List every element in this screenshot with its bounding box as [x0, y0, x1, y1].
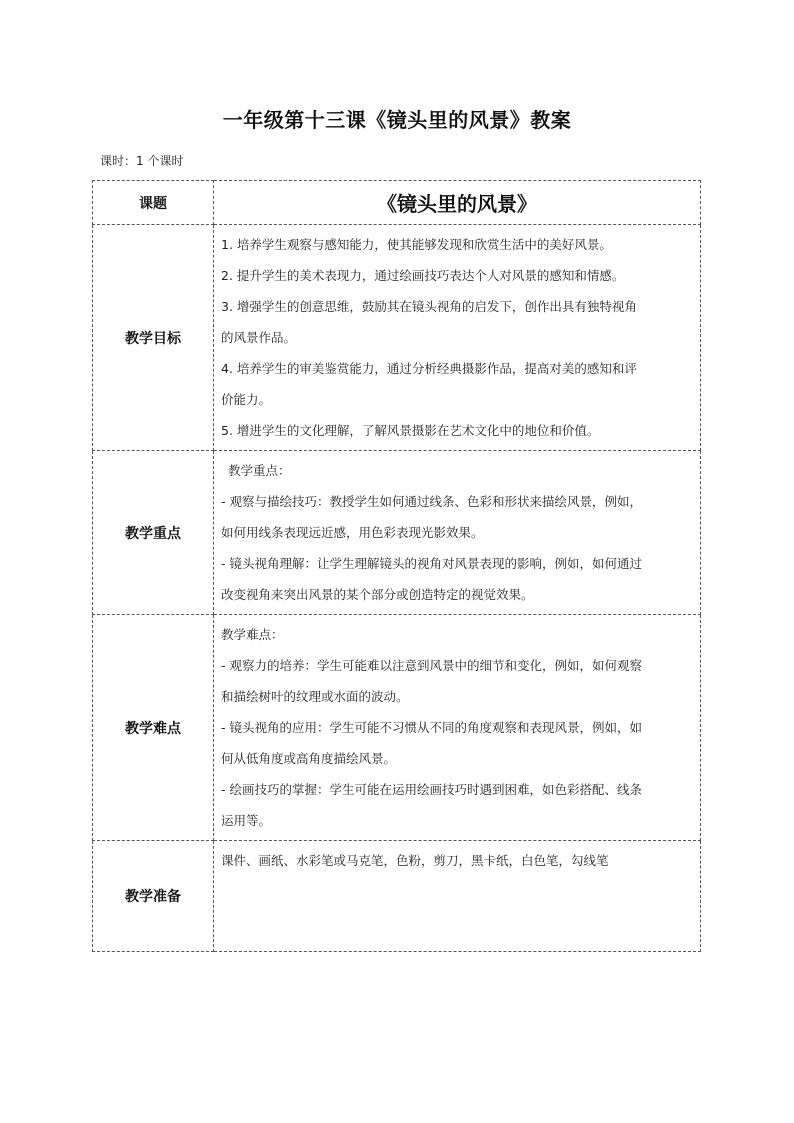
table-row-preparation [93, 841, 701, 952]
difficulty-line: - 镜头视角的应用：学生可能不习惯从不同的角度观察和表现风景，例如，如 [221, 720, 642, 735]
difficulty-line: 和描绘树叶的纹理或水面的波动。 [221, 689, 409, 704]
difficulty-line: - 观察力的培养：学生可能难以注意到风景中的细节和变化，例如，如何观察 [221, 658, 642, 673]
goal-line: 5. 增进学生的文化理解，了解风景摄影在艺术文化中的地位和价值。 [221, 423, 600, 438]
document-title: 一年级第十三课《镜头里的风景》教案 [222, 108, 572, 132]
lesson-plan-table [92, 180, 701, 952]
difficulty-line: 运用等。 [221, 813, 272, 828]
difficulty-line: - 绘画技巧的掌握：学生可能在运用绘画技巧时遇到困难，如色彩搭配、线条 [221, 782, 642, 797]
topic-value: 《镜头里的风景》 [214, 181, 701, 225]
goal-line: 1. 培养学生观察与感知能力，使其能够发现和欣赏生活中的美好风景。 [221, 237, 612, 252]
preparation-line: 课件、画纸、水彩笔或马克笔，色粉，剪刀，黑卡纸，白色笔，勾线笔 [221, 853, 609, 868]
goal-line: 2. 提升学生的美术表现力，通过绘画技巧表达个人对风景的感知和情感。 [221, 268, 625, 283]
topic-label: 课题 [93, 181, 214, 225]
preparation-content [214, 841, 701, 952]
key-points-content [214, 451, 701, 615]
key-point-line: - 观察与描绘技巧：教授学生如何通过线条、色彩和形状来描绘风景，例如， [221, 494, 642, 509]
difficulty-line: 何从低角度或高角度描绘风景。 [221, 751, 397, 766]
key-points-label: 教学重点 [93, 451, 214, 615]
difficulties-content [214, 615, 701, 841]
goal-line: 3. 增强学生的创意思维，鼓励其在镜头视角的启发下，创作出具有独特视角 [221, 299, 637, 314]
table-row-topic [93, 181, 701, 225]
preparation-label: 教学准备 [93, 841, 214, 952]
difficulties-heading: 教学难点： [221, 627, 284, 642]
goals-content [214, 225, 701, 451]
goal-line: 的风景作品。 [221, 330, 297, 345]
key-points-heading: 教学重点： [228, 463, 291, 478]
goal-line: 4. 培养学生的审美鉴赏能力，通过分析经典摄影作品，提高对美的感知和评 [221, 361, 637, 376]
class-period: 课时：1 个课时 [100, 154, 184, 168]
table-row-goals [93, 225, 701, 451]
goal-line: 价能力。 [221, 392, 272, 407]
key-point-line: 如何用线条表现远近感，用色彩表现光影效果。 [221, 525, 484, 540]
goals-label: 教学目标 [93, 225, 214, 451]
table-row-difficulties [93, 615, 701, 841]
difficulties-label: 教学难点 [93, 615, 214, 841]
table-row-key-points [93, 451, 701, 615]
key-point-line: 改变视角来突出风景的某个部分或创造特定的视觉效果。 [221, 587, 534, 602]
key-point-line: - 镜头视角理解：让学生理解镜头的视角对风景表现的影响，例如，如何通过 [221, 556, 642, 571]
